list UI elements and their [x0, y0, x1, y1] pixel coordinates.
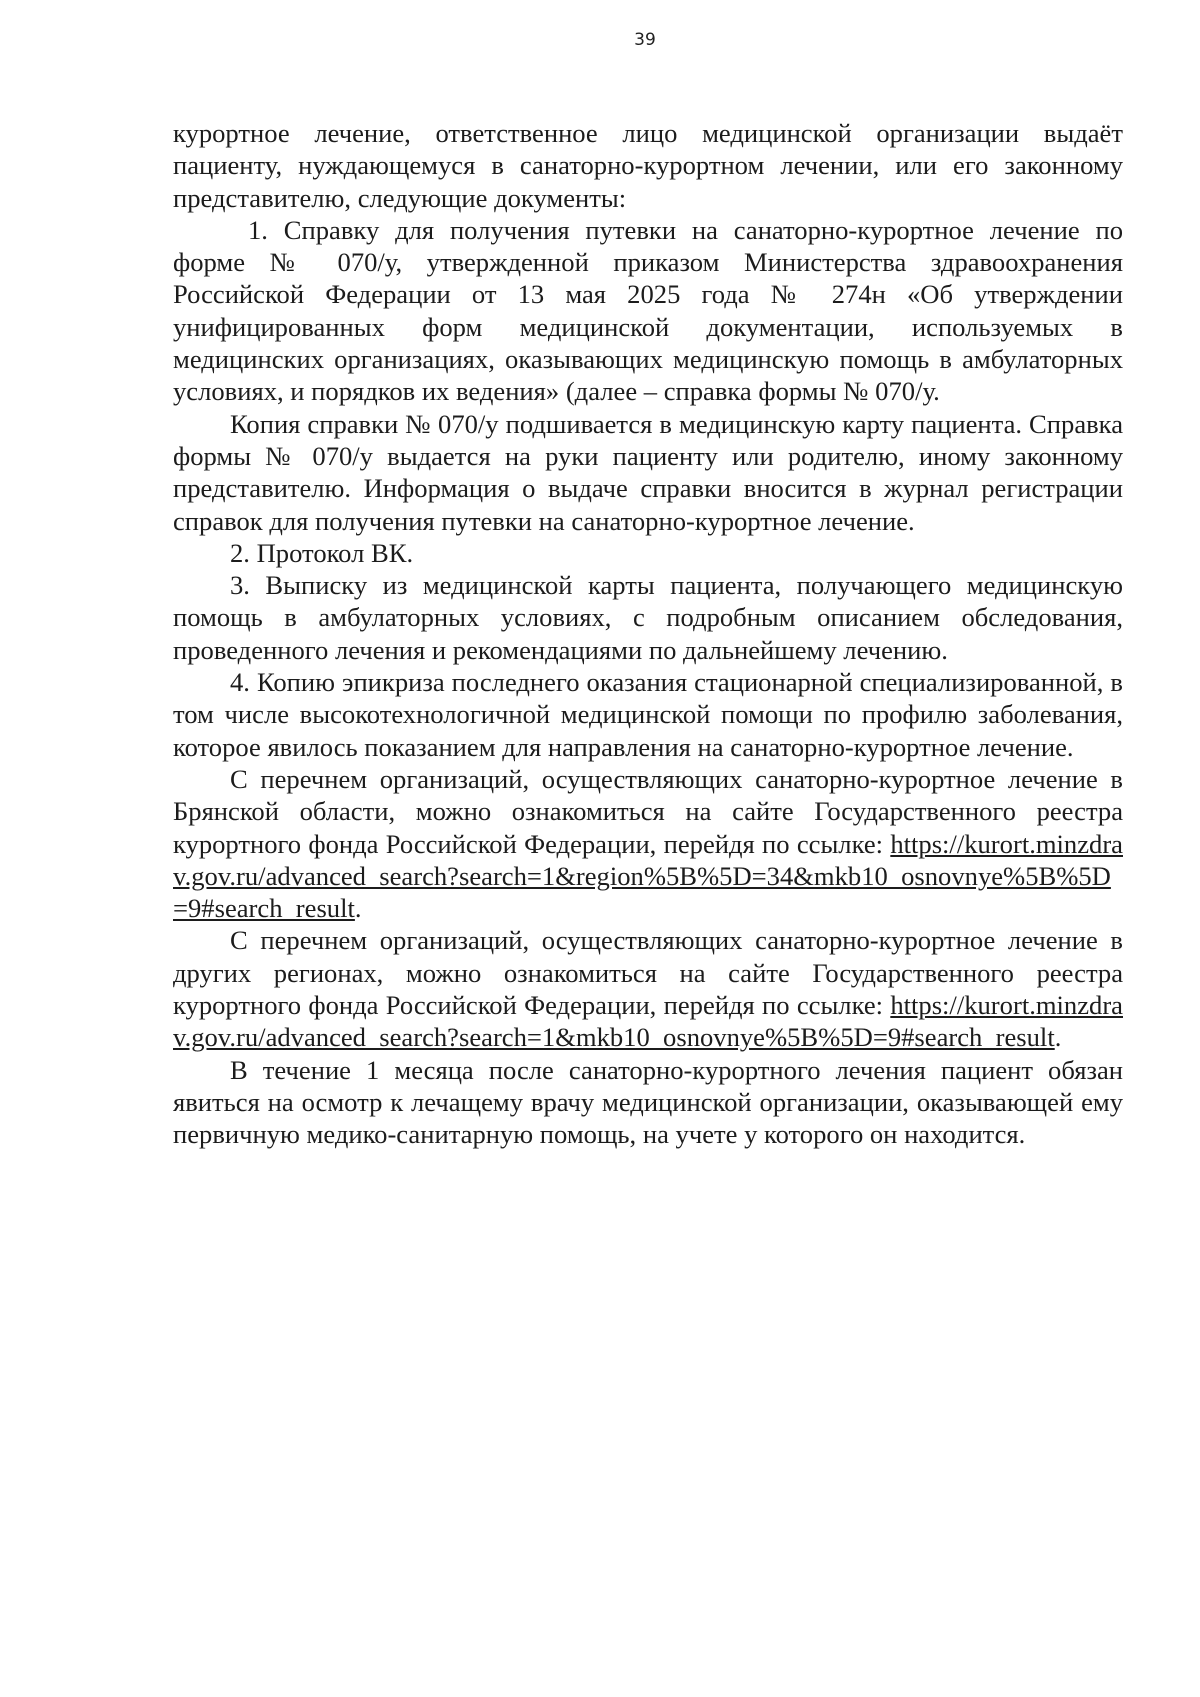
final-paragraph: В течение 1 месяца после санаторно-курортного лечения пациент обязан явиться на осмотр к лечащему врачу медицинской организации, оказывающей ему первичную медико-санитарную помощь, на учете у которого он находится. — [173, 1054, 1123, 1150]
bryansk-period: . — [354, 893, 362, 924]
list-item-4: 4. Копию эпикриза последнего оказания стационарной специализированной, в том числе высокотехнологичной медицинской помощи по профилю заболевания, которое явилось показанием для направления на санаторно-курортное лечение. — [173, 667, 1123, 762]
other-regions-text: С перечнем организаций, осуществляющих санаторно-курортное лечение в других регионах, можно ознакомиться на сайте Государственного реестра курортного фонда Российской Федерации, перейдя по ссылке: — [173, 925, 1123, 1021]
list-item-2: 2. Протокол ВК. — [230, 537, 414, 568]
list-item-1: 1. Справку для получения путевки на санаторно-курортное лечение по форме № 070/у, утвержденной приказом Министерства здравоохранения Российской Федерации от 13 мая 2025 года № 274н «Об утверждении унифицированных форм медицинской документации, используемых в медицинских организациях, оказывающих медицинскую помощь в амбулаторных условиях, и порядков их ведения» (далее – справка формы № 070/у. — [173, 214, 1123, 407]
bryansk-registry-link[interactable]: https://kurort.minzdrav.gov.ru/advanced_search?search=1&region%5B%5D=34&mkb10_osnovnye%5B%5D=9#search_result — [173, 828, 1123, 924]
bryansk-paragraph — [173, 763, 1123, 924]
other-regions-registry-link[interactable]: https://kurort.minzdrav.gov.ru/advanced_search?search=1&mkb10_osnovnye%5B%5D=9#search_result — [173, 990, 1123, 1053]
list-item-3: 3. Выписку из медицинской карты пациента, получающего медицинскую помощь в амбулаторных условиях, с подробным описанием обследования, проведенного лечения и рекомендациями по дальнейшему лечению. — [173, 570, 1123, 665]
page-number: 39 — [634, 30, 656, 50]
other-regions-period: . — [1054, 1022, 1062, 1053]
bryansk-text: С перечнем организаций, осуществляющих санаторно-курортное лечение в Брянской области, можно ознакомиться на сайте Государственного реестра курортного фонда Российской Федерации, перейдя по ссылке: — [173, 763, 1123, 859]
document-body — [173, 117, 1123, 1151]
other-regions-paragraph — [173, 924, 1123, 1053]
copy-note-paragraph: Копия справки № 070/у подшивается в медицинскую карту пациента. Справка формы № 070/у выдается на руки пациенту или родителю, иному законному представителю. Информация о выдаче справки вносится в журнал регистрации справок для получения путевки на санаторно-курортное лечение. — [173, 408, 1123, 536]
intro-paragraph: курортное лечение, ответственное лицо медицинской организации выдаёт пациенту, нуждающемуся в санаторно-курортном лечении, или его законному представителю, следующие документы: — [173, 118, 1123, 213]
